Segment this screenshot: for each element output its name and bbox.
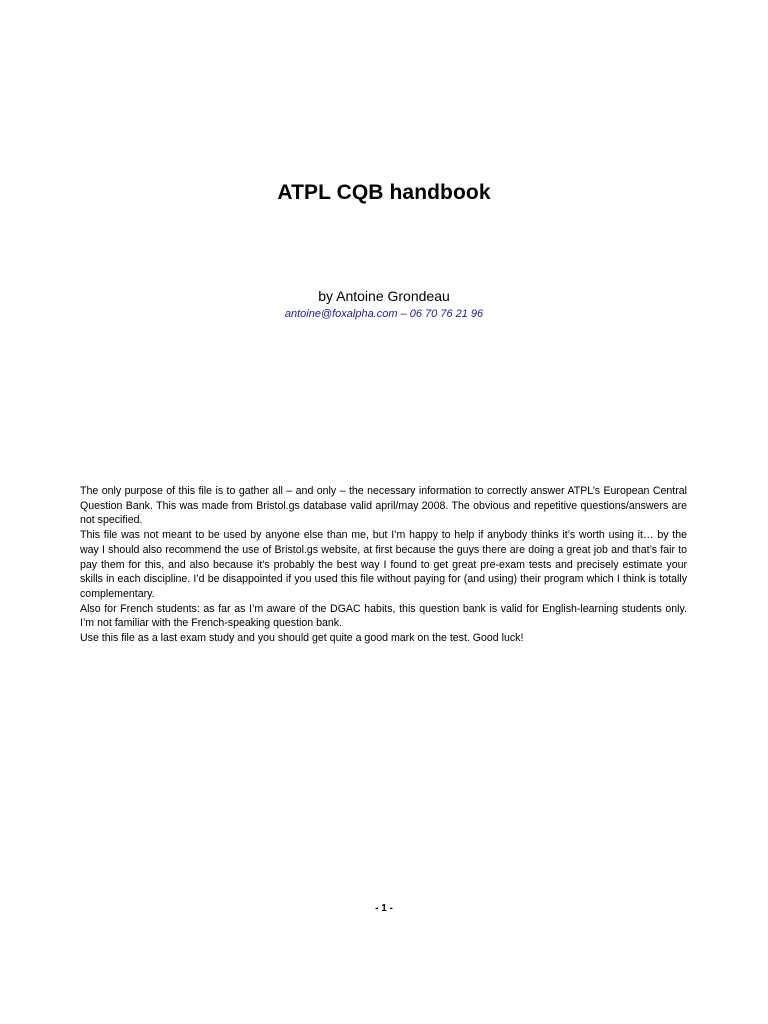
page-number: - 1 -	[375, 903, 393, 914]
document-title: ATPL CQB handbook	[277, 181, 491, 204]
paragraph-french-students: Also for French students: as far as I’m aware of the DGAC habits, this question bank is valid for English-learning students only. I’m not familiar with the French-speaking question bank.	[80, 602, 687, 630]
body-text	[80, 484, 687, 646]
contact-line[interactable]: antoine@foxalpha.com – 06 70 76 21 96	[284, 308, 484, 320]
paragraph-good-luck: Use this file as a last exam study and you should get quite a good mark on the test. Good luck!	[80, 632, 524, 645]
author-line: by Antoine Grondeau	[318, 288, 450, 304]
paragraph-usage: This file was not meant to be used by anyone else than me, but I’m happy to help if anybody thinks it’s worth using it… by the way I should also recommend the use of Bristol.gs website, at first because the guys there are doing a great job and that’s fair to pay them for this, and also because it’s probably the best way I found to get great pre-exam tests and precisely estimate your skills in each discipline. I’d be disappointed if you used this file without paying for (and using) their program which I think is totally complementary.	[80, 529, 687, 600]
paragraph-purpose: The only purpose of this file is to gather all – and only – the necessary information to correctly answer ATPL’s European Central Question Bank. This was made from Bristol.gs database valid april/may 2008. The obvious and repetitive questions/answers are not specified.	[80, 485, 687, 527]
